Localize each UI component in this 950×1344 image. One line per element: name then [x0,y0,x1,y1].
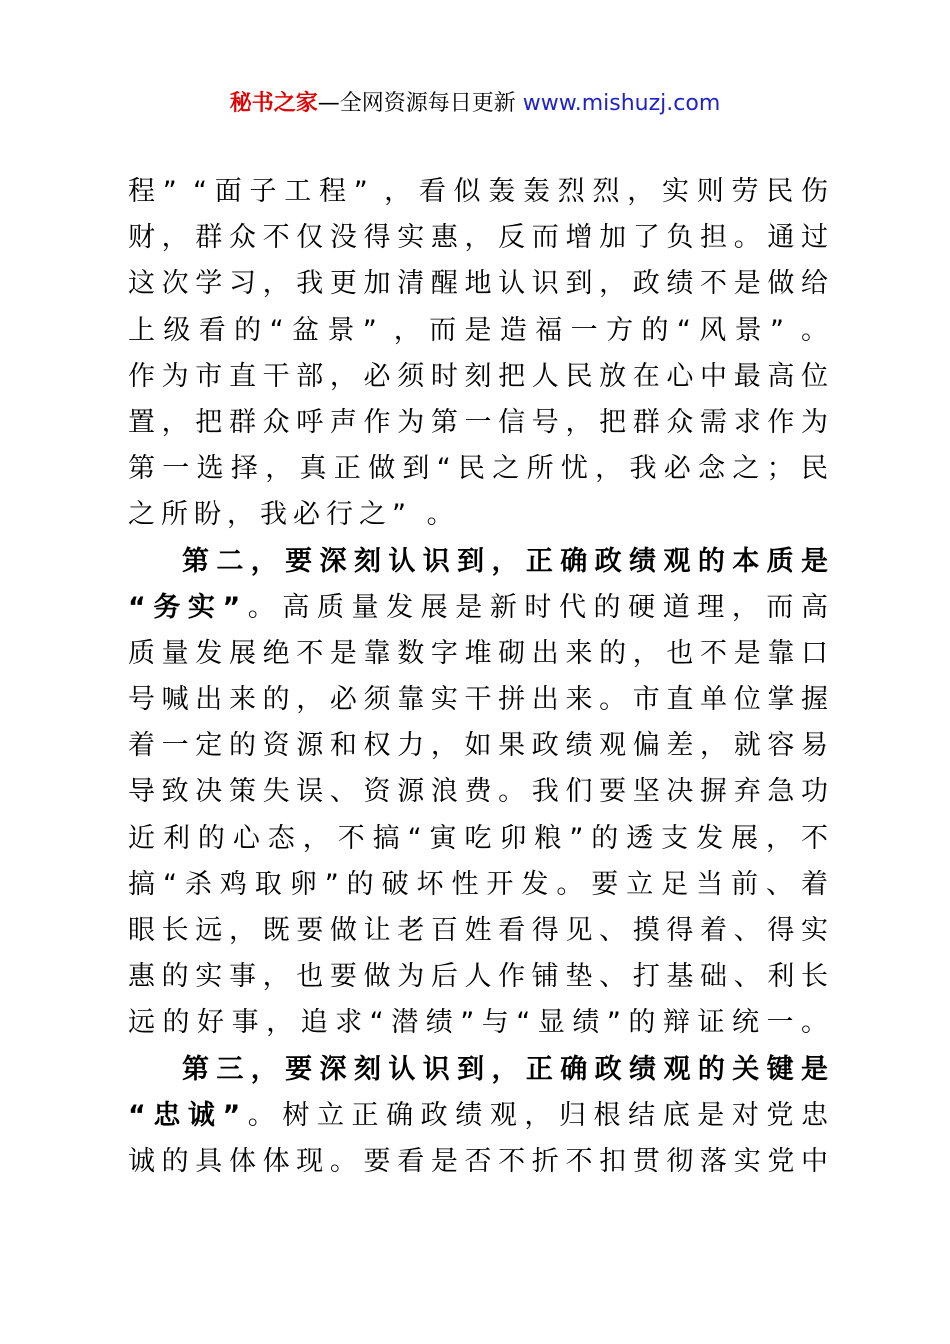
text-line: 眼长远，既要做让老百姓看得见、摸得着、得实 [128,915,828,946]
header-separator: — [317,91,340,116]
section-heading: 第二，要深刻认识到，正确政绩观的本质是 [182,545,828,577]
section-keyword: “务实” [128,591,241,623]
text-line: 远的好事，追求“潜绩”与“显绩”的辩证统一。 [128,1007,828,1039]
header-tagline: 全网资源每日更新 [339,91,516,116]
text-line: “务实”。高质量发展是新时代的硬道理，而高 [128,591,828,623]
text-line: 第一选择，真正做到“民之所忧，我必念之；民 [128,453,828,485]
text-line: 质量发展绝不是靠数字堆砌出来的，也不是靠口 [128,637,828,669]
text-line: 着一定的资源和权力，如果政绩观偏差，就容易 [128,730,828,762]
brand-name: 秘书之家 [229,91,318,116]
text-line: 搞“杀鸡取卵”的破坏性开发。要立足当前、着 [128,868,828,900]
site-url-link[interactable]: www.mishuzj.com [522,91,721,116]
document-body [128,172,828,1188]
text-line: 这次学习，我更加清醒地认识到，政绩不是做给 [128,268,828,300]
text-line: 诚的具体体现。要看是否不折不扣贯彻落实党中 [128,1145,828,1177]
text-line: 作为市直干部，必须时刻把人民放在心中最高位 [128,360,828,392]
text-line: 惠的实事，也要做为后人作铺垫、打基础、利长 [128,961,828,993]
section-heading: 第三，要深刻认识到，正确政绩观的关键是 [182,1053,828,1085]
text-line: “忠诚”。树立正确政绩观，归根结底是对党忠 [128,1099,828,1131]
text-line: 上级看的“盆景” ，而是造福一方的“风景” 。 [128,314,828,346]
text-line: 近利的心态，不搞“寅吃卯粮”的透支发展，不 [128,822,828,854]
text-line: 程” “面子工程” ，看似轰轰烈烈，实则劳民伤 [128,176,828,207]
text-line: 导致决策失误、资源浪费。我们要坚决摒弃急功 [128,776,828,808]
text-line: 财，群众不仅没得实惠，反而增加了负担。通过 [128,222,828,254]
text-line: 置，把群众呼声作为第一信号，把群众需求作为 [128,406,828,438]
section-heading-line [128,542,828,588]
paragraph-end-line: 之所盼，我必行之” 。 [128,499,460,531]
section-heading-line [128,1050,828,1096]
text-line: 号喊出来的，必须靠实干拼出来。市直单位掌握 [128,684,828,716]
page-header [0,88,950,120]
section-keyword: “忠诚” [128,1099,241,1131]
